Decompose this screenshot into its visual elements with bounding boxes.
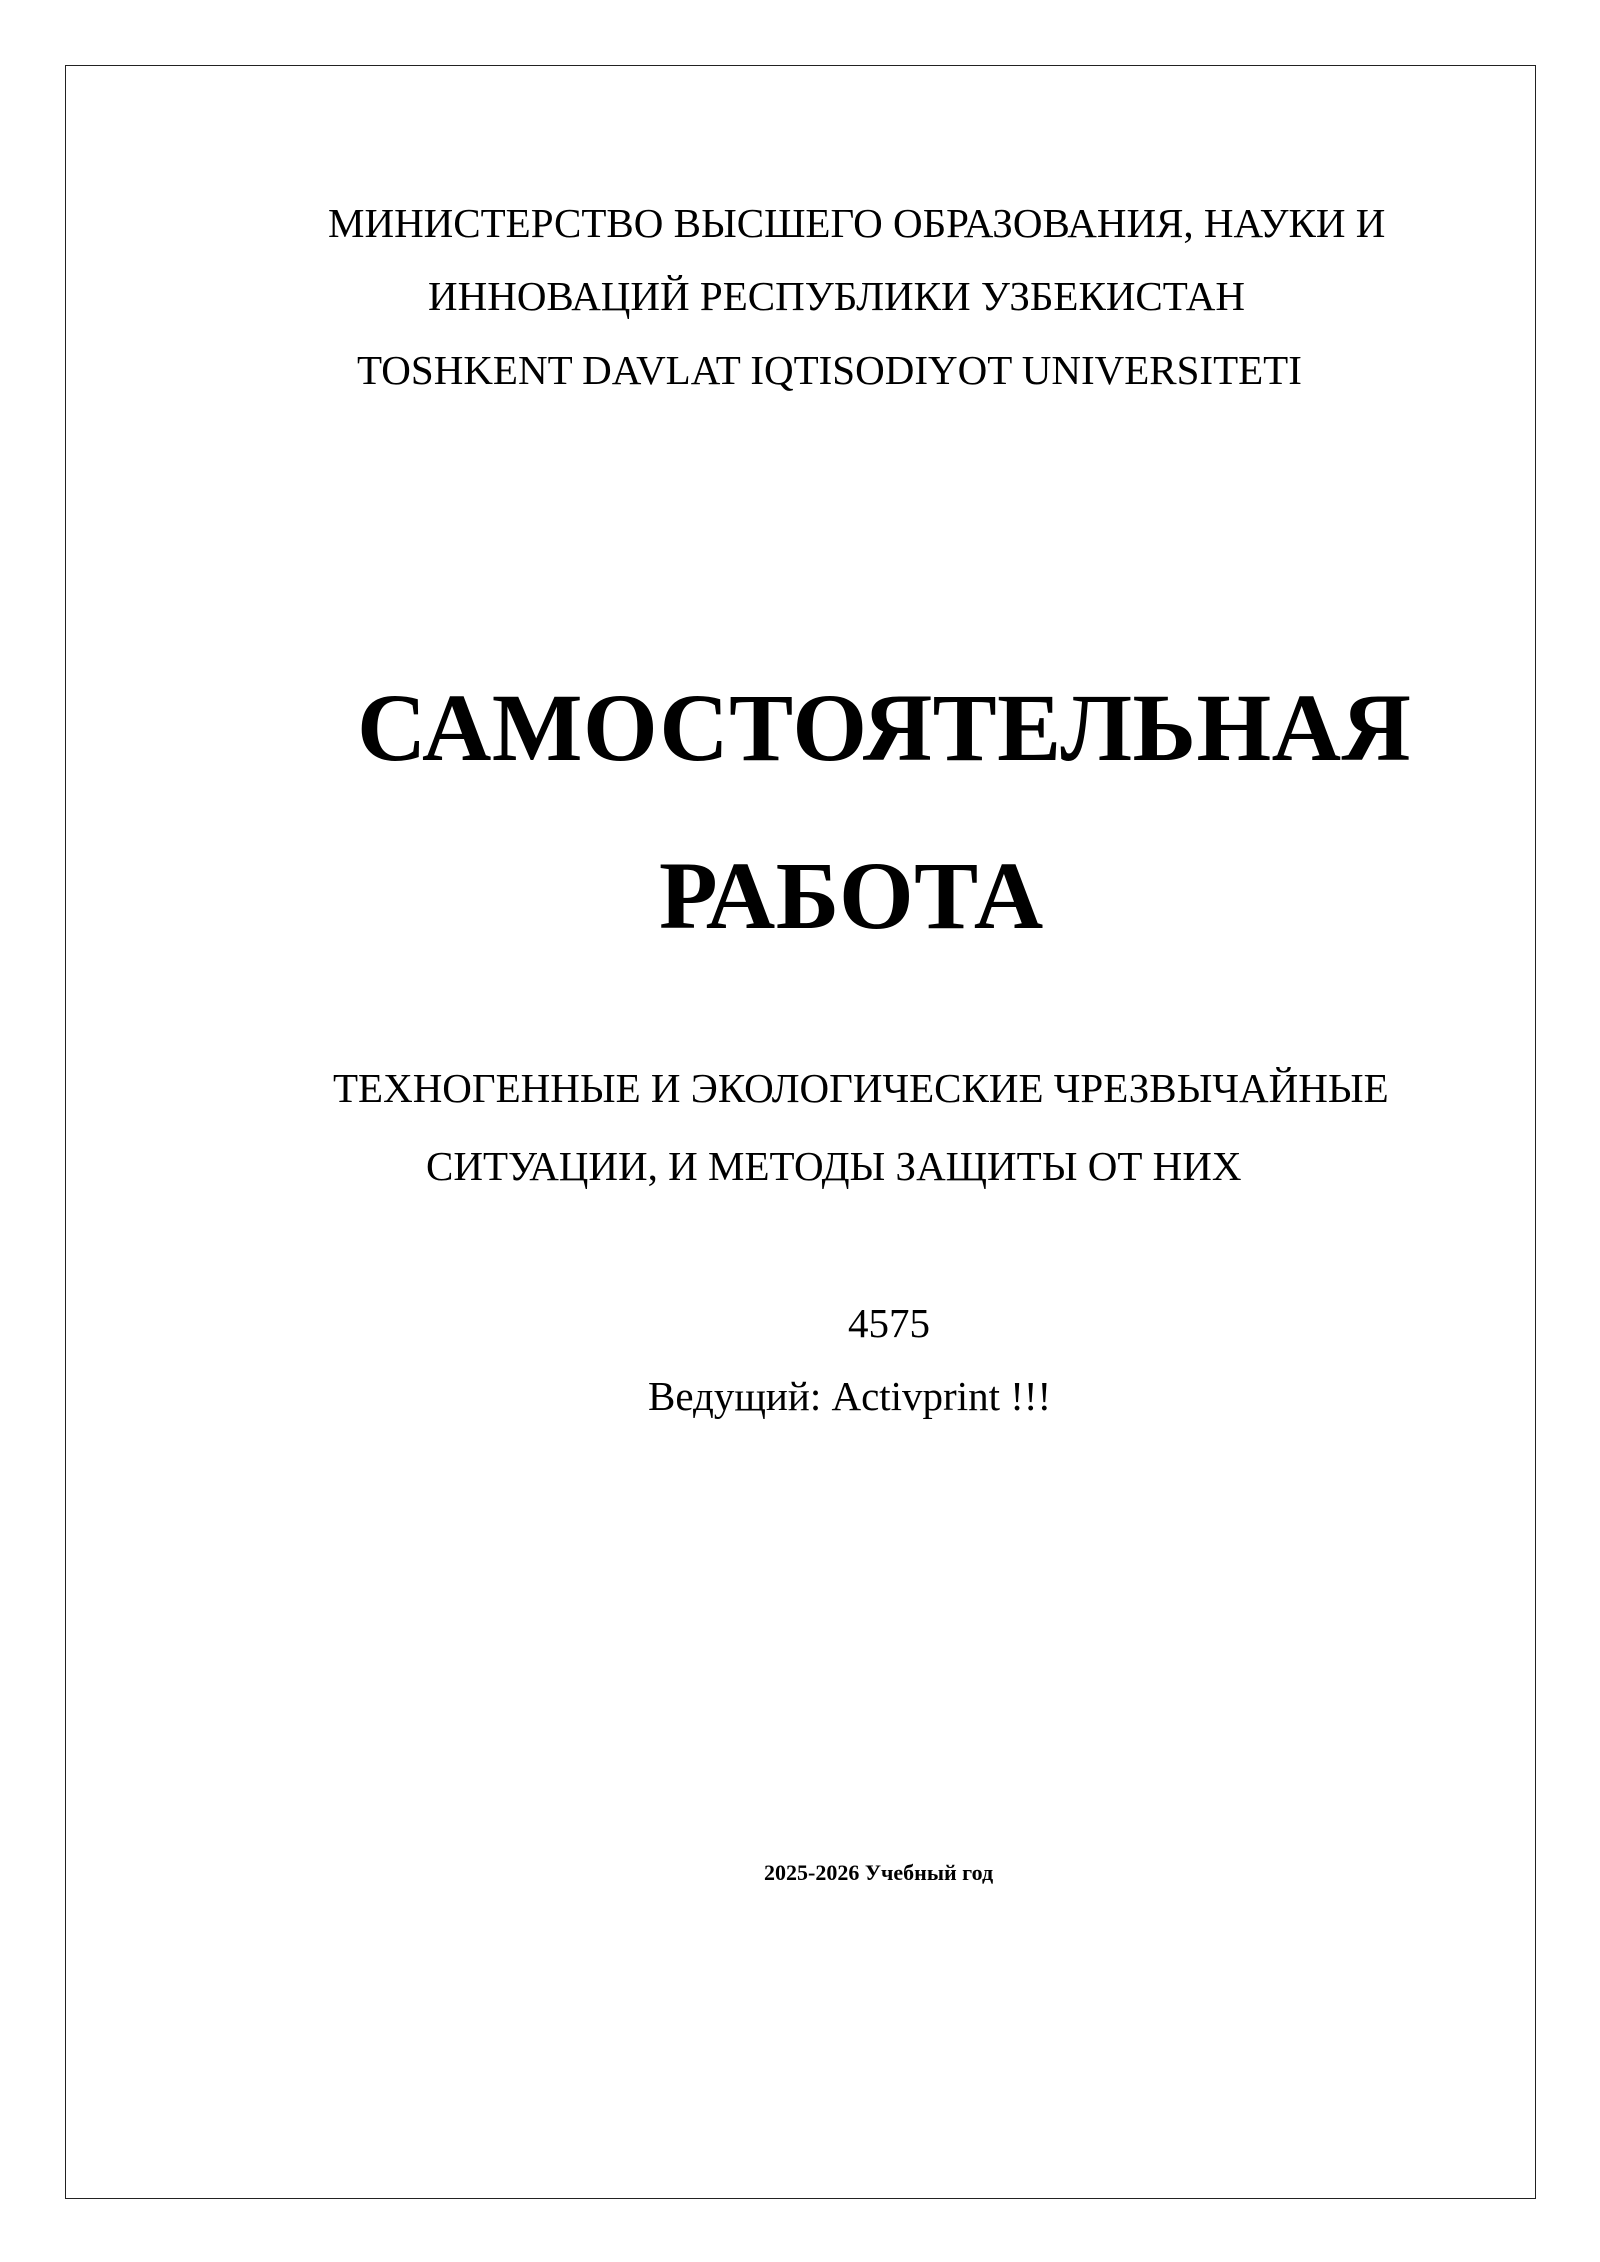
ministry-header-line-1: МИНИСТЕРСТВО ВЫСШЕГО ОБРАЗОВАНИЯ, НАУКИ И (328, 200, 1386, 246)
document-title-line-1: САМОСТОЯТЕЛЬНАЯ (357, 674, 1412, 781)
topic-line-1: ТЕХНОГЕННЫЕ И ЭКОЛОГИЧЕСКИЕ ЧРЕЗВЫЧАЙНЫЕ (333, 1065, 1389, 1111)
ministry-header-line-2: ИННОВАЦИЙ РЕСПУБЛИКИ УЗБЕКИСТАН (428, 273, 1245, 319)
topic-line-2: СИТУАЦИИ, И МЕТОДЫ ЗАЩИТЫ ОТ НИХ (426, 1143, 1242, 1189)
university-name: TOSHKENT DAVLAT IQTISODIYOT UNIVERSITETI (357, 347, 1302, 393)
document-title-line-2: РАБОТА (659, 842, 1044, 949)
academic-year: 2025-2026 Учебный год (764, 1860, 994, 1885)
work-number: 4575 (848, 1300, 930, 1346)
leader-line: Ведущий: Activprint !!! (648, 1373, 1052, 1419)
